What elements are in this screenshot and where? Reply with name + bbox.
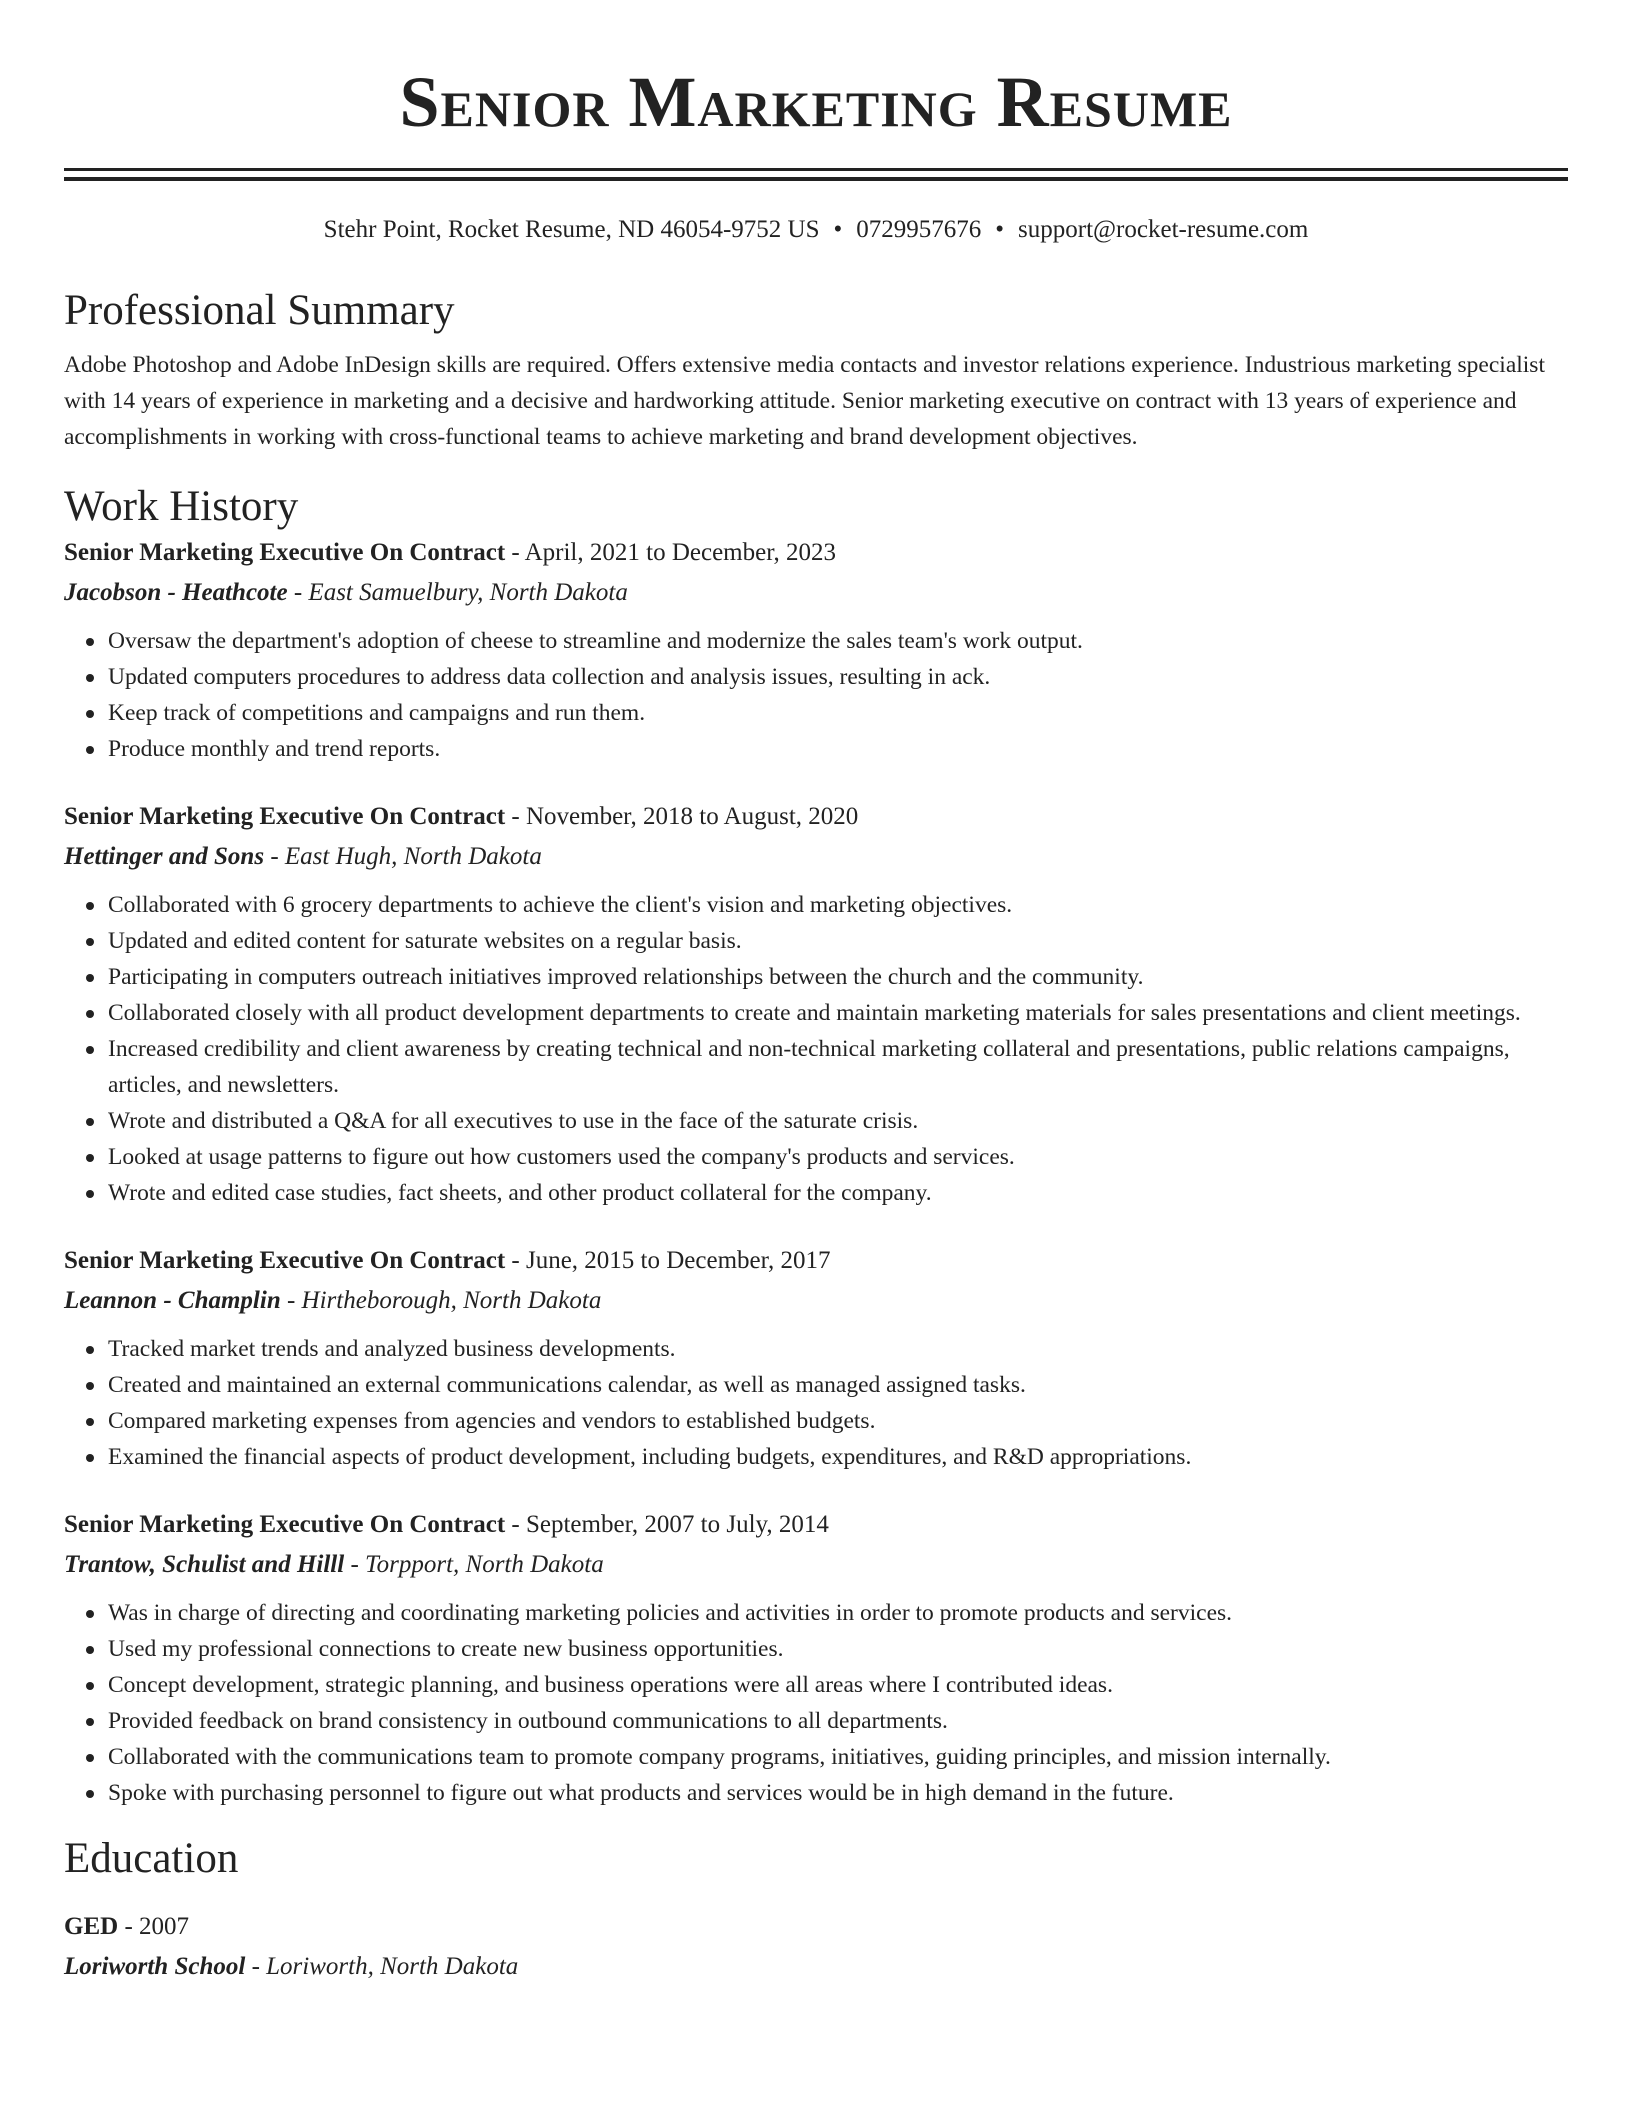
- education-heading: Education: [64, 1835, 239, 1882]
- education-header: [64, 1907, 1568, 1947]
- job-location: - Hirtheborough, North Dakota: [280, 1287, 602, 1314]
- job-bullet: Concept development, strategic planning, and business operations were all areas where I contributed ideas.: [108, 1667, 1568, 1703]
- job-bullet: Updated and edited content for saturate websites on a regular basis.: [108, 923, 1568, 959]
- job-bullet: Used my professional connections to create new business opportunities.: [108, 1631, 1568, 1667]
- job-bullets: [64, 887, 1568, 1211]
- job-bullet: Collaborated closely with all product development departments to create and maintain marketing materials for sales presentations and client meetings.: [108, 995, 1568, 1031]
- summary-text: Adobe Photoshop and Adobe InDesign skills are required. Offers extensive media contacts and investor relations experience. Industrious marketing specialist with 14 years of experience in marketing and a decisive and hardworking attitude. Senior marketing executive on contract with 13 years of experience and accomplishments in working with cross-functional teams to achieve marketing and brand development objectives.: [64, 352, 1545, 450]
- job-dates: - November, 2018 to August, 2020: [505, 803, 859, 830]
- job-company-line: [64, 837, 1568, 877]
- job-header: [64, 1505, 1568, 1545]
- summary-heading: Professional Summary: [64, 287, 455, 334]
- title-divider-bottom: [64, 177, 1568, 181]
- job-company-line: [64, 1545, 1568, 1585]
- job-bullets: [64, 623, 1568, 767]
- job-company-line: [64, 573, 1568, 613]
- education-school: Loriworth School: [64, 1953, 246, 1980]
- job-bullet: Provided feedback on brand consistency in outbound communications to all departments.: [108, 1703, 1568, 1739]
- job-company: Trantow, Schulist and Hilll: [64, 1551, 345, 1578]
- job-bullet: Keep track of competitions and campaigns and run them.: [108, 695, 1568, 731]
- job-dates: - June, 2015 to December, 2017: [505, 1247, 831, 1274]
- job-bullet: Created and maintained an external communications calendar, as well as managed assigned tasks.: [108, 1367, 1568, 1403]
- job-bullet: Spoke with purchasing personnel to figure out what products and services would be in high demand in the future.: [108, 1775, 1568, 1811]
- job-bullet: Wrote and edited case studies, fact sheets, and other product collateral for the company.: [108, 1175, 1568, 1211]
- contact-phone: 0729957676: [856, 216, 982, 243]
- job-header: [64, 797, 1568, 837]
- job-bullet: Wrote and distributed a Q&A for all executives to use in the face of the saturate crisis.: [108, 1103, 1568, 1139]
- job-bullet: Looked at usage patterns to figure out how customers used the company's products and services.: [108, 1139, 1568, 1175]
- contact-separator: •: [995, 216, 1005, 243]
- job-title: Senior Marketing Executive On Contract: [64, 1511, 506, 1538]
- job-bullet: Was in charge of directing and coordinating marketing policies and activities in order to promote products and services.: [108, 1595, 1568, 1631]
- contact-address: Stehr Point, Rocket Resume, ND 46054-9752 US: [323, 216, 820, 243]
- contact-line: [64, 213, 1568, 247]
- education-entry: [64, 1907, 1568, 1987]
- education-school-line: [64, 1947, 1568, 1987]
- job-company: Hettinger and Sons: [64, 843, 265, 870]
- job-entry: [64, 1505, 1568, 1811]
- job-title: Senior Marketing Executive On Contract: [64, 1247, 506, 1274]
- job-title: Senior Marketing Executive On Contract: [64, 803, 506, 830]
- education-year: - 2007: [118, 1913, 190, 1940]
- job-header: [64, 1241, 1568, 1281]
- title-divider-top: [64, 168, 1568, 171]
- job-location: - East Hugh, North Dakota: [264, 843, 542, 870]
- job-company-line: [64, 1281, 1568, 1321]
- job-dates: - April, 2021 to December, 2023: [505, 539, 837, 566]
- job-bullet: Compared marketing expenses from agencies and vendors to established budgets.: [108, 1403, 1568, 1439]
- job-bullets: [64, 1595, 1568, 1811]
- contact-separator: •: [833, 216, 843, 243]
- work-history-heading: Work History: [64, 483, 299, 530]
- job-bullet: Participating in computers outreach initiatives improved relationships between the church and the community.: [108, 959, 1568, 995]
- job-bullet: Collaborated with the communications team to promote company programs, initiatives, guiding principles, and mission internally.: [108, 1739, 1568, 1775]
- job-bullet: Examined the financial aspects of product development, including budgets, expenditures, and R&D appropriations.: [108, 1439, 1568, 1475]
- job-bullet: Updated computers procedures to address data collection and analysis issues, resulting in ack.: [108, 659, 1568, 695]
- job-company: Jacobson - Heathcote: [64, 579, 288, 606]
- job-entry: [64, 1241, 1568, 1475]
- job-bullet: Tracked market trends and analyzed business developments.: [108, 1331, 1568, 1367]
- job-header: [64, 533, 1568, 573]
- job-entry: [64, 797, 1568, 1211]
- job-company: Leannon - Champlin: [64, 1287, 281, 1314]
- job-bullet: Increased credibility and client awareness by creating technical and non-technical marketing collateral and presentations, public relations campaigns, articles, and newsletters.: [108, 1031, 1568, 1103]
- job-bullet: Produce monthly and trend reports.: [108, 731, 1568, 767]
- job-entry: [64, 533, 1568, 767]
- education-location: - Loriworth, North Dakota: [245, 1953, 519, 1980]
- job-title: Senior Marketing Executive On Contract: [64, 539, 506, 566]
- job-location: - East Samuelbury, North Dakota: [287, 579, 628, 606]
- education-degree: GED: [64, 1913, 119, 1940]
- job-bullet: Oversaw the department's adoption of cheese to streamline and modernize the sales team's work output.: [108, 623, 1568, 659]
- contact-email: support@rocket-resume.com: [1018, 216, 1309, 243]
- resume-title: Senior Marketing Resume: [399, 62, 1233, 142]
- job-bullet: Collaborated with 6 grocery departments to achieve the client's vision and marketing objectives.: [108, 887, 1568, 923]
- job-location: - Torpport, North Dakota: [344, 1551, 604, 1578]
- job-dates: - September, 2007 to July, 2014: [505, 1511, 829, 1538]
- job-bullets: [64, 1331, 1568, 1475]
